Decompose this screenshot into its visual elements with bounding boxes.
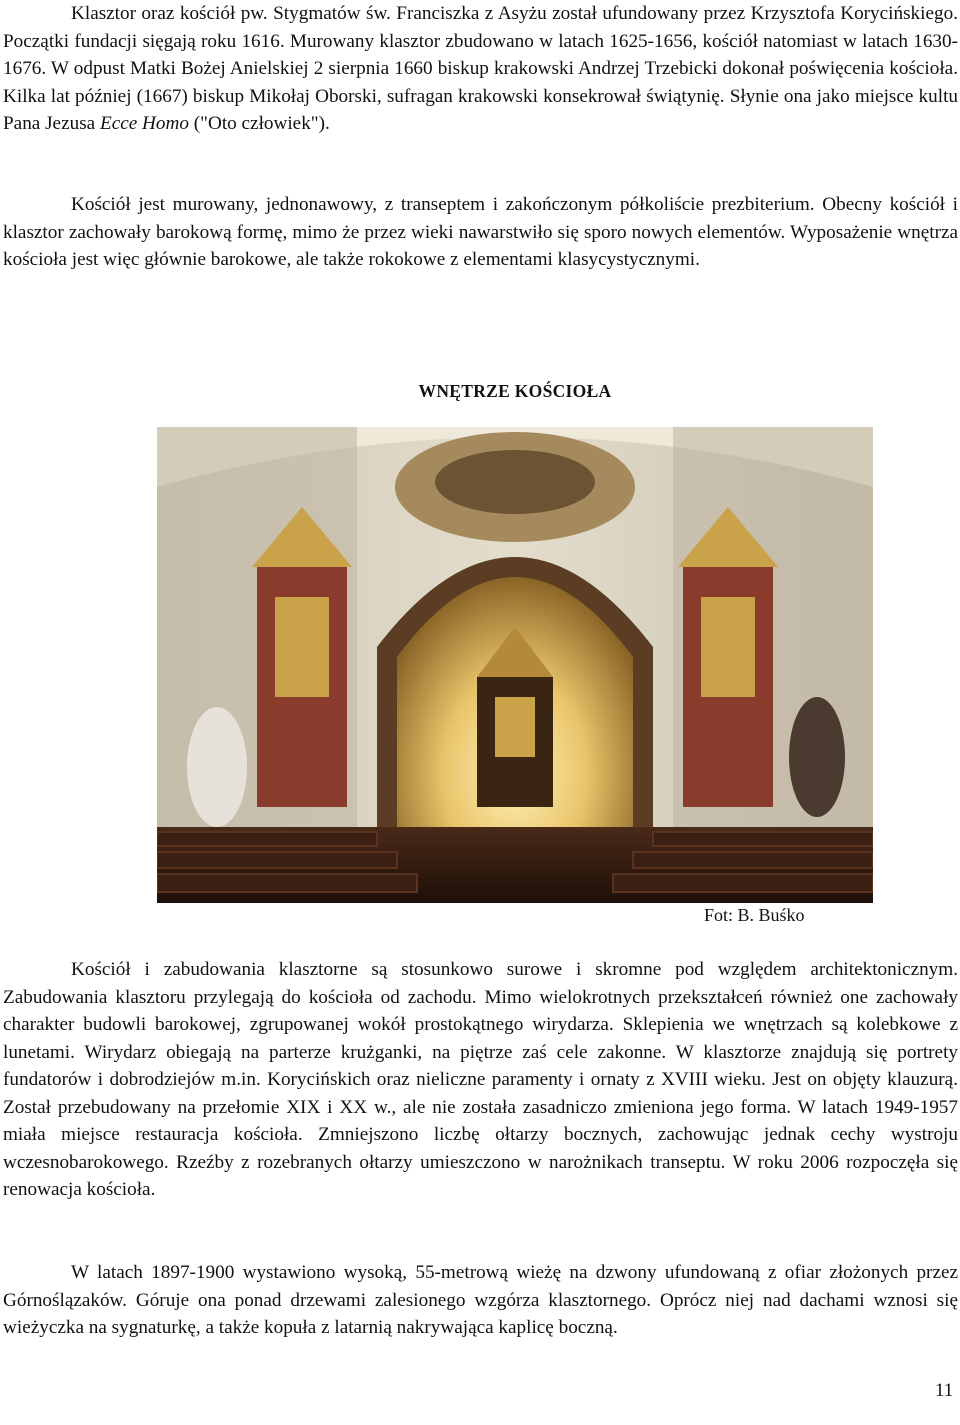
paragraph-tower-text: W latach 1897-1900 wystawiono wysoką, 55-metrową wieżę na dzwony ufundowaną z ofiar złożonych przez Górnoślązaków. Góruje ona ponad drzewami zalesionego wzgórza klasztornego. Oprócz niej nad dachami wznosi się wieżyczka na sygnaturkę, a także kopuła z latarnią nakrywająca kaplicę boczną. — [3, 1262, 958, 1338]
page-number: 11 — [935, 1380, 954, 1401]
paragraph-monastery-text: Kościół i zabudowania klasztorne są stosunkowo surowe i skromne pod względem architektonicznym. Zabudowania klasztoru przylegają do kościoła od zachodu. Mimo wielokrotnych przekształceń również one zachowały charakter budowli barokowej, zgrupowanej wokół prostokątnego wirydarza. Sklepienia we wnętrzach są kolebkowe z lunetami. Wirydarz obiegają na parterze krużganki, na piętrze zaś cele zakonne. W klasztorze znajdują się portrety fundatorów i dobrodziejów m.in. Korycińskich oraz nieliczne paramenty i ornaty z XVIII wieku. Jest on objęty klauzurą. Został przebudowany na przełomie XIX i XX w., ale nie została zasadniczo zmieniona jego forma. W latach 1949-1957 miała miejsce restauracja kościoła. Zmniejszono liczbę ołtarzy bocznych, zachowując jednak cechy wystroju wczesnobarokowego. Rzeźby z rozebranych ołtarzy umieszczono w narożnikach transeptu. W roku 2006 rozpoczęła się renowacja kościoła. — [3, 959, 958, 1200]
left-pews — [157, 832, 417, 892]
altar-painting — [495, 697, 535, 757]
paragraph-architecture-text: Kościół jest murowany, jednonawowy, z transeptem i zakończonym półkoliście prezbiterium. Obecny kościół i klasztor zachowały barokową formę, mimo że przez wieki nawarstwiło się sporo nowych elementów. Wyposażenie wnętrza kościoła jest więc głównie barokowe, ale także rokokowe z elementami klasycystycznymi. — [3, 194, 958, 270]
section-heading-text: WNĘTRZE KOŚCIOŁA — [418, 381, 612, 401]
paragraph-history-text: Klasztor oraz kościół pw. Stygmatów św. Franciszka z Asyżu został ufundowany przez Krzysztofa Korycińskiego. Początki fundacji sięgają roku 1616. Murowany klasztor zbudowano w latach 1625-1656, kościół natomiast w latach 1630-1676. W odpust Matki Bożej Anielskiej 2 sierpnia 1660 biskup krakowski Andrzej Trzebicki dokonał poświęcenia kościoła. Kilka lat później (1667) biskup Mikołaj Oborski, sufragan krakowski konsekrował świątynię. Słynie ona jako miejsce kultu Pana Jezusa — [3, 3, 958, 134]
church-interior-photo — [157, 427, 873, 903]
left-statue — [187, 707, 247, 827]
right-pews — [613, 832, 873, 892]
church-interior-illustration — [157, 427, 873, 903]
paragraph-architecture — [3, 191, 958, 274]
left-altar-gold — [275, 597, 329, 697]
section-heading — [0, 381, 960, 402]
paragraph-monastery — [3, 956, 958, 1204]
photo-credit: Fot: B. Buśko — [704, 905, 805, 925]
dome-inner — [435, 450, 595, 514]
paragraph-history — [3, 0, 958, 138]
italic-ecce-homo: Ecce Homo — [99, 113, 189, 134]
right-altar-gold — [701, 597, 755, 697]
paragraph-history-text-end: ("Oto człowiek"). — [188, 113, 330, 134]
right-statue — [789, 697, 845, 817]
paragraph-tower — [3, 1259, 958, 1342]
